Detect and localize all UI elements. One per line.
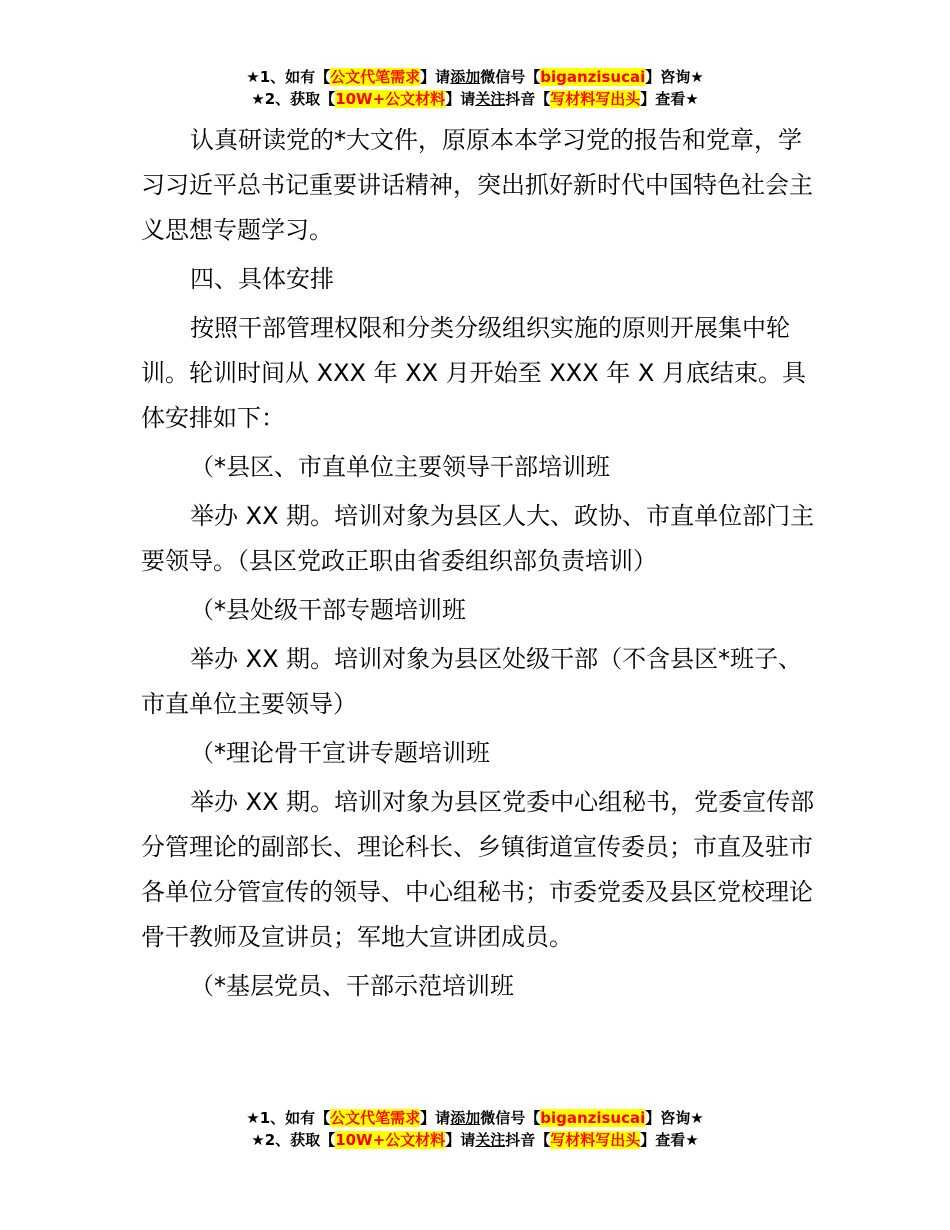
banner-text-underlined: 关注 — [475, 90, 506, 108]
highlight-wechat-id: biganzisucai — [540, 1109, 646, 1127]
paragraph-leaders-class: 举办 XX 期。培训对象为县区人大、政协、市直单位部门主要领导。（县区党政正职由省委组织部负责培训） — [141, 502, 815, 575]
banner-line-2 — [0, 88, 950, 110]
highlight-wechat-id: biganzisucai — [540, 68, 646, 86]
banner-text: 微信号【 — [480, 68, 541, 86]
highlight-materials: 10W+公文材料 — [335, 1131, 446, 1149]
banner-text: 抖音【 — [505, 90, 551, 108]
banner-text: 】请 — [420, 1109, 451, 1127]
banner-text: 】请 — [445, 90, 476, 108]
section-heading: 四、具体安排 — [190, 265, 334, 293]
banner-text: ★2、获取【 — [251, 1131, 336, 1149]
banner-text: 】咨询★ — [645, 68, 704, 86]
footer-banner — [0, 1107, 950, 1151]
subheading-grassroots-class: （*基层党员、干部示范培训班 — [190, 972, 514, 1000]
highlight-douyin-account: 写材料写出头 — [550, 1131, 641, 1149]
header-banner — [0, 66, 950, 110]
paragraph-study: 认真研读党的*大文件，原原本本学习党的报告和党章，学习习近平总书记重要讲话精神，突出抓好新时代中国特色社会主义思想专题学习。 — [141, 126, 813, 244]
banner-text: 】查看★ — [640, 90, 699, 108]
subheading-county-class: （*县处级干部专题培训班 — [190, 596, 466, 624]
banner-text: ★1、如有【 — [246, 1109, 331, 1127]
banner-line-1 — [0, 66, 950, 88]
paragraph-theory-class: 举办 XX 期。培训对象为县区党委中心组秘书，党委宣传部分管理论的副部长、理论科长、乡镇街道宣传委员；市直及驻市各单位分管宣传的领导、中心组秘书；市委党委及县区党校理论骨干教师及宣讲员；军地大宣讲团成员。 — [141, 788, 815, 951]
banner-text: ★1、如有【 — [246, 68, 331, 86]
banner-text-underlined: 添加 — [450, 68, 481, 86]
paragraph-county-class: 举办 XX 期。培训对象为县区处级干部（不含县区*班子、市直单位主要领导） — [141, 645, 803, 718]
banner-text: 】咨询★ — [645, 1109, 704, 1127]
subheading-leaders-class: （*县区、市直单位主要领导干部培训班 — [190, 453, 610, 481]
banner-text: ★2、获取【 — [251, 90, 336, 108]
banner-line-2 — [0, 1129, 950, 1151]
banner-text: 】请 — [420, 68, 451, 86]
banner-text: 】查看★ — [640, 1131, 699, 1149]
banner-text: 微信号【 — [480, 1109, 541, 1127]
highlight-materials: 10W+公文材料 — [335, 90, 446, 108]
document-body — [141, 118, 821, 1013]
highlight-service: 公文代笔需求 — [330, 68, 421, 86]
subheading-theory-class: （*理论骨干宣讲专题培训班 — [190, 739, 490, 767]
banner-text: 】请 — [445, 1131, 476, 1149]
highlight-service: 公文代笔需求 — [330, 1109, 421, 1127]
paragraph-arrangement: 按照干部管理权限和分类分级组织实施的原则开展集中轮训。轮训时间从 XXX 年 XX 月开始至 XXX 年 X 月底结束。具体安排如下： — [141, 314, 807, 432]
banner-text: 抖音【 — [505, 1131, 551, 1149]
banner-text-underlined: 关注 — [475, 1131, 506, 1149]
banner-text-underlined: 添加 — [450, 1109, 481, 1127]
highlight-douyin-account: 写材料写出头 — [550, 90, 641, 108]
banner-line-1 — [0, 1107, 950, 1129]
